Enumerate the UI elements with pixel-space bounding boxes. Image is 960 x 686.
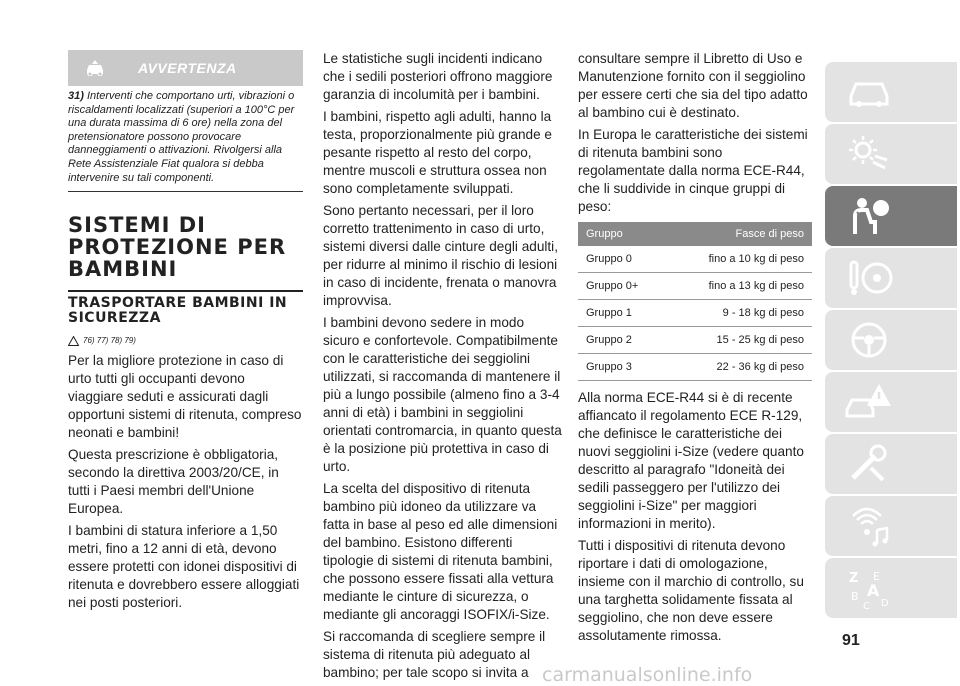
paragraph: I bambini di statura inferiore a 1,50 metri, fino a 12 anni di età, devono essere protetti con idonei dispositivi di ritenuta e dovrebbero essere alloggiati nei posti posteriori. bbox=[68, 523, 300, 611]
crash-warning-icon bbox=[845, 380, 893, 424]
service-wrench-icon bbox=[845, 442, 893, 486]
warning-body bbox=[68, 86, 303, 192]
chapter-tab-driving[interactable] bbox=[825, 310, 957, 370]
table-cell: 9 - 18 kg di peso bbox=[667, 300, 812, 327]
key-ignition-icon bbox=[845, 256, 893, 300]
subsection-title: TRASPORTARE BAMBINI IN SICUREZZA bbox=[68, 290, 303, 326]
table-row bbox=[578, 273, 812, 300]
table-header: Gruppo bbox=[578, 222, 667, 246]
paragraph: I bambini, rispetto agli adulti, hanno la testa, proporzionalmente più grande e pesante rispetto al resto del corpo, mentre muscoli e struttura ossea non sono completamente sviluppati. bbox=[323, 109, 552, 196]
chapter-tab-starting[interactable] bbox=[825, 248, 957, 308]
car-warning-icon bbox=[84, 60, 106, 76]
table-row bbox=[578, 354, 812, 381]
table-header-row bbox=[578, 222, 812, 246]
steering-wheel-icon bbox=[845, 318, 893, 362]
section-title: SISTEMI DI PROTEZIONE PER BAMBINI bbox=[68, 213, 287, 282]
car-icon bbox=[845, 70, 893, 114]
column-3 bbox=[578, 50, 812, 649]
paragraph: Alla norma ECE-R44 si è di recente affiancato il regolamento ECE R-129, che definisce le caratteristiche dei nuovi seggiolini i-Size (vedere quanto descritto al paragrafo "Idoneità dei sedili passeggero per l'utilizzo dei seggiolini i-Size" per maggiori informazioni in merito). bbox=[578, 390, 804, 531]
paragraph: Sono pertanto necessari, per il loro corretto trattenimento in caso di urto, sistemi diversi dalle cinture degli adulti, per ridurre al minimo il rischio di lesioni in caso di incidente, frenata o manovra improvvisa. bbox=[323, 203, 558, 308]
warning-light-icon bbox=[845, 132, 893, 176]
paragraph: consultare sempre il Libretto di Uso e Manutenzione fornito con il seggiolino per essere certi che sia del tipo adatto al bambino cui è destinato. bbox=[578, 51, 808, 120]
table-cell: Gruppo 0+ bbox=[578, 273, 667, 300]
table-header: Fasce di peso bbox=[667, 222, 812, 246]
table-cell: 15 - 25 kg di peso bbox=[667, 327, 812, 354]
table-row bbox=[578, 300, 812, 327]
table-cell: Gruppo 3 bbox=[578, 354, 667, 381]
warning-header bbox=[68, 50, 303, 86]
column-2 bbox=[323, 50, 563, 686]
chapter-tab-multimedia[interactable] bbox=[825, 496, 957, 556]
multimedia-icon bbox=[845, 504, 893, 548]
chapter-tab-emergency[interactable] bbox=[825, 372, 957, 432]
warning-number: 31) bbox=[68, 90, 84, 102]
svg-text:A: A bbox=[867, 581, 880, 600]
warning-text: Interventi che comportano urti, vibrazioni o riscaldamenti localizzati (superiori a 100°C per una durata massima di 6 ore) nella zona del pretensionatore possono provocare danneggiamenti o attivazioni. Rivolgersi alla Rete Assistenziale Fiat qualora si debba intervenire su tali componenti. bbox=[68, 90, 295, 184]
warning-references bbox=[68, 332, 303, 350]
table-cell: Gruppo 0 bbox=[578, 246, 667, 273]
watermark: carmanualsonline.info bbox=[542, 664, 753, 686]
table-row bbox=[578, 246, 812, 273]
paragraph: Questa prescrizione è obbligatoria, secondo la direttiva 2003/20/CE, in tutti i Paesi membri dell'Unione Europea. bbox=[68, 447, 279, 517]
chapter-tab-vehicle[interactable] bbox=[825, 62, 957, 122]
table-cell: Gruppo 1 bbox=[578, 300, 667, 327]
table-cell: fino a 10 kg di peso bbox=[667, 246, 812, 273]
paragraph: I bambini devono sedere in modo sicuro e confortevole. Compatibilmente con le caratteristiche dei seggiolini utilizzati, si raccomanda di mantenere il più a lungo possibile (almeno fino a 3-4 anni di età) i bambini in seggiolini orientati contromarcia, in quanto questa è la posizione più protettiva in caso di urto. bbox=[323, 315, 562, 474]
chapter-tab-maintenance[interactable] bbox=[825, 434, 957, 494]
weight-groups-table bbox=[578, 222, 812, 381]
paragraph: Tutti i dispositivi di ritenuta devono riportare i dati di omologazione, insieme con il marchio di controllo, su una targhetta solidamente fissata al seggiolino, che non deve essere assolutamente rimossa. bbox=[578, 538, 804, 643]
chapter-tab-index[interactable] bbox=[825, 558, 957, 618]
seatbelt-airbag-icon bbox=[845, 194, 893, 238]
chapter-tab-dashboard[interactable] bbox=[825, 124, 957, 184]
paragraph: Si raccomanda di scegliere sempre il sistema di ritenuta più adeguato al bambino; per tale scopo si invita a bbox=[323, 629, 546, 680]
svg-text:B: B bbox=[851, 590, 859, 603]
column-1 bbox=[68, 50, 303, 616]
warning-triangle-icon bbox=[68, 336, 79, 346]
paragraph: In Europa le caratteristiche dei sistemi di ritenuta bambini sono regolamentate dalla norma ECE-R44, che li suddivide in cinque gruppi di peso: bbox=[578, 127, 808, 214]
table-row bbox=[578, 327, 812, 354]
references-text: 76) 77) 78) 79) bbox=[83, 336, 136, 346]
paragraph: Le statistiche sugli incidenti indicano che i sedili posteriori offrono maggiore garanzia di incolumità per i bambini. bbox=[323, 51, 553, 102]
svg-text:D: D bbox=[881, 598, 889, 609]
table-cell: 22 - 36 kg di peso bbox=[667, 354, 812, 381]
chapter-tab-safety[interactable] bbox=[825, 186, 957, 246]
index-abcde-icon bbox=[845, 566, 893, 610]
svg-text:C: C bbox=[863, 601, 870, 610]
paragraph: La scelta del dispositivo di ritenuta bambino più idoneo da utilizzare va fatta in base al peso ed alle dimensioni del bambino. Esistono differenti tipologie di sistemi di ritenuta bambini, che possono essere fissati alla vettura mediante le cinture di sicurezza, o mediante gli ancoraggi ISOFIX/i-Size. bbox=[323, 481, 558, 622]
table-cell: Gruppo 2 bbox=[578, 327, 667, 354]
svg-text:Z: Z bbox=[849, 571, 859, 586]
warning-title: AVVERTENZA bbox=[138, 60, 237, 76]
page-number: 91 bbox=[842, 632, 860, 649]
svg-text:E: E bbox=[873, 570, 880, 583]
paragraph: Per la migliore protezione in caso di urto tutti gli occupanti devono viaggiare seduti e assicurati dagli opportuni sistemi di ritenuta, compreso neonati e bambini! bbox=[68, 353, 302, 441]
table-cell: fino a 13 kg di peso bbox=[667, 273, 812, 300]
